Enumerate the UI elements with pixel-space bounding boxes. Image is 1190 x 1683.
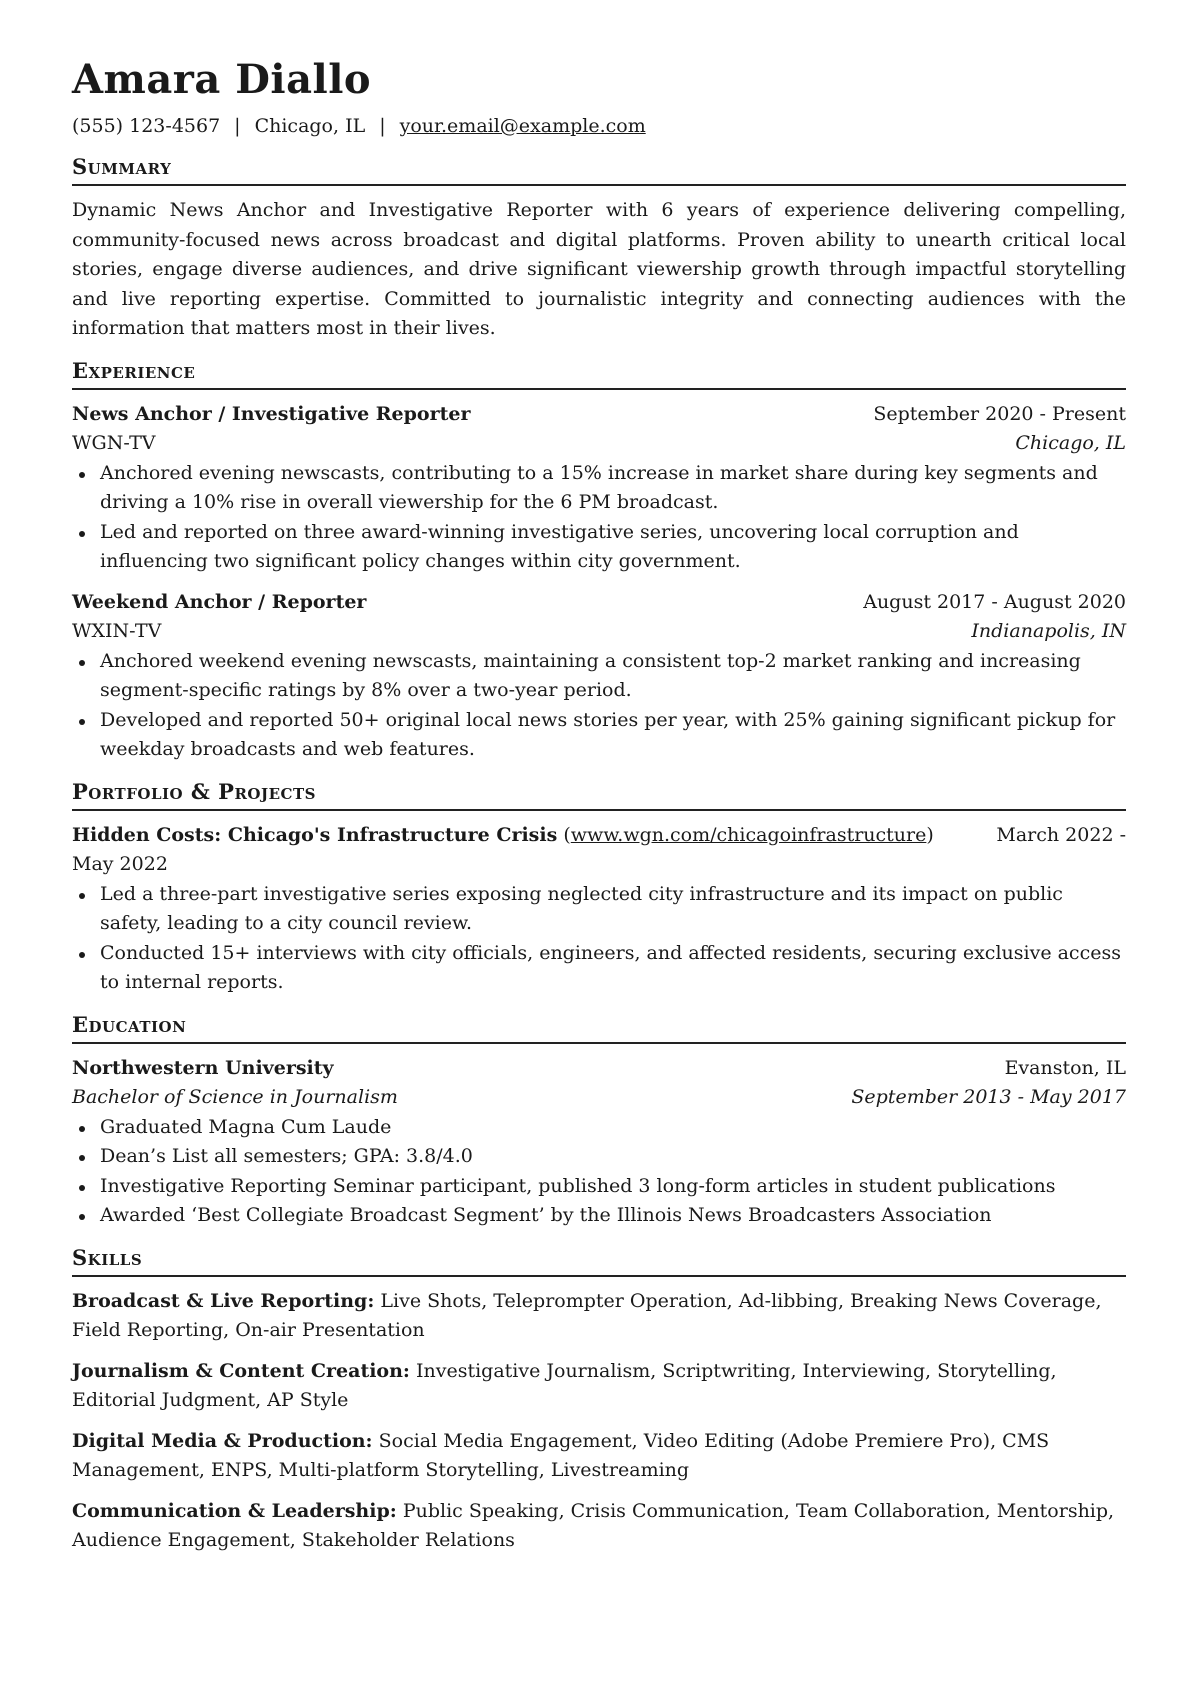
contact-line bbox=[72, 112, 1126, 140]
project-heading: March 2022 - Hidden Costs: Chicago's Infrastructure Crisis (www.wgn.com/chicagoinfrastructure) bbox=[72, 821, 1126, 851]
education-bullets bbox=[72, 1113, 1126, 1231]
job-location: Chicago, IL bbox=[1015, 432, 1126, 454]
education-dates: September 2013 - May 2017 bbox=[851, 1086, 1126, 1108]
bullet-icon bbox=[79, 893, 85, 899]
bullet-text: Developed and reported 50+ original local news stories per year, with 25% gaining significant pickup for weekday broadcasts and web features. bbox=[100, 708, 1116, 760]
bullet-item bbox=[72, 518, 1126, 577]
bullet-icon bbox=[79, 1126, 85, 1132]
experience-section bbox=[72, 358, 1126, 765]
project-link[interactable]: www.wgn.com/chicagoinfrastructure bbox=[570, 823, 927, 846]
job-entry bbox=[72, 588, 1126, 765]
skill-items: Social Media Engagement, Video Editing (Adobe Premiere Pro), CMS Management, ENPS, Multi-platform Storytelling, Livestreaming bbox=[72, 1429, 1050, 1481]
skill-items: Investigative Journalism, Scriptwriting, Interviewing, Storytelling, Editorial Judgment, AP Style bbox=[72, 1359, 1057, 1411]
candidate-name: Amara Diallo bbox=[72, 56, 372, 103]
contact-separator: | bbox=[234, 115, 241, 137]
resume-content bbox=[72, 52, 1126, 1567]
education-section bbox=[72, 1012, 1126, 1231]
bullet-text: Conducted 15+ interviews with city officials, engineers, and affected residents, securing exclusive access to internal reports. bbox=[100, 941, 1121, 993]
bullet-icon bbox=[79, 1155, 85, 1161]
skill-group bbox=[72, 1427, 1126, 1486]
skill-label: Communication & Leadership: bbox=[72, 1499, 397, 1522]
bullet-item bbox=[72, 706, 1126, 765]
job-dates: September 2020 - Present bbox=[873, 402, 1126, 425]
bullet-text: Dean’s List all semesters; GPA: 3.8/4.0 bbox=[100, 1145, 473, 1167]
bullet-item bbox=[72, 1201, 1126, 1231]
project-date-end: May 2022 bbox=[72, 853, 168, 875]
job-dates: August 2017 - August 2020 bbox=[863, 590, 1126, 613]
bullet-icon bbox=[79, 1214, 85, 1220]
email-link[interactable]: your.email@example.com bbox=[399, 115, 646, 137]
bullet-text: Anchored weekend evening newscasts, maintaining a consistent top-2 market ranking and increasing segment-specific ratings by 8% over a two-year period. bbox=[100, 649, 1081, 701]
bullet-item bbox=[72, 880, 1126, 939]
job-bullets bbox=[72, 647, 1126, 765]
project-bullets bbox=[72, 880, 1126, 998]
school-location: Evanston, IL bbox=[1004, 1056, 1126, 1079]
project-name: Hidden Costs: Chicago's Infrastructure Crisis bbox=[72, 823, 558, 846]
contact-separator: | bbox=[379, 115, 386, 137]
bullet-text: Awarded ‘Best Collegiate Broadcast Segment’ by the Illinois News Broadcasters Association bbox=[100, 1204, 992, 1226]
projects-section bbox=[72, 779, 1126, 998]
bullet-item bbox=[72, 1142, 1126, 1172]
bullet-text: Investigative Reporting Seminar participant, published 3 long-form articles in student publications bbox=[100, 1174, 1056, 1197]
bullet-icon bbox=[79, 719, 85, 725]
skill-label: Broadcast & Live Reporting: bbox=[72, 1289, 375, 1312]
bullet-text: Graduated Magna Cum Laude bbox=[100, 1115, 392, 1138]
section-title-skills: Skills bbox=[72, 1245, 1126, 1277]
bullet-item bbox=[72, 1113, 1126, 1143]
job-company: WXIN-TV bbox=[72, 620, 162, 642]
bullet-text: Led and reported on three award-winning investigative series, uncovering local corruption and influencing two significant policy changes within city government. bbox=[100, 520, 1019, 572]
job-bullets bbox=[72, 459, 1126, 577]
bullet-icon bbox=[79, 531, 85, 537]
phone-number: (555) 123-4567 bbox=[72, 115, 221, 137]
bullet-icon bbox=[79, 660, 85, 666]
section-title-projects: Portfolio & Projects bbox=[72, 779, 1126, 811]
bullet-item bbox=[72, 1172, 1126, 1202]
job-entry bbox=[72, 400, 1126, 577]
skill-group bbox=[72, 1357, 1126, 1416]
bullet-text: Anchored evening newscasts, contributing to a 15% increase in market share during key segments and driving a 10% rise in overall viewership for the 6 PM broadcast. bbox=[100, 461, 1098, 513]
bullet-item bbox=[72, 939, 1126, 998]
job-role: Weekend Anchor / Reporter bbox=[72, 590, 367, 613]
school-name: Northwestern University bbox=[72, 1056, 334, 1079]
section-title-education: Education bbox=[72, 1012, 1126, 1044]
summary-section bbox=[72, 154, 1126, 344]
skill-items: Live Shots, Teleprompter Operation, Ad-libbing, Breaking News Coverage, Field Reporting, On-air Presentation bbox=[72, 1289, 1102, 1341]
location: Chicago, IL bbox=[254, 115, 366, 137]
bullet-icon bbox=[79, 1185, 85, 1191]
section-title-summary: Summary bbox=[72, 154, 1126, 186]
bullet-icon bbox=[79, 472, 85, 478]
bullet-item bbox=[72, 459, 1126, 518]
skill-label: Journalism & Content Creation: bbox=[72, 1359, 410, 1382]
skill-group bbox=[72, 1287, 1126, 1346]
bullet-icon bbox=[79, 952, 85, 958]
job-company: WGN-TV bbox=[72, 432, 156, 454]
degree: Bachelor of Science in Journalism bbox=[72, 1086, 398, 1108]
summary-text: Dynamic News Anchor and Investigative Reporter with 6 years of experience delivering compelling, community-focused news across broadcast and digital platforms. Proven ability to unearth critical local stories, engage diverse audiences, and drive significant viewership growth through impactful storytelling and live reporting expertise. Committed to journalistic integrity and connecting audiences with the information that matters most in their lives. bbox=[72, 199, 1126, 339]
project-date-start: March 2022 - bbox=[996, 823, 1126, 846]
skills-section bbox=[72, 1245, 1126, 1556]
job-role: News Anchor / Investigative Reporter bbox=[72, 402, 471, 425]
skill-label: Digital Media & Production: bbox=[72, 1429, 373, 1452]
job-location: Indianapolis, IN bbox=[971, 620, 1126, 642]
bullet-item bbox=[72, 647, 1126, 706]
skill-items: Public Speaking, Crisis Communication, Team Collaboration, Mentorship, Audience Engagement, Stakeholder Relations bbox=[72, 1499, 1115, 1551]
section-title-experience: Experience bbox=[72, 358, 1126, 390]
bullet-text: Led a three-part investigative series exposing neglected city infrastructure and its impact on public safety, leading to a city council review. bbox=[100, 882, 1063, 934]
skill-group bbox=[72, 1497, 1126, 1556]
